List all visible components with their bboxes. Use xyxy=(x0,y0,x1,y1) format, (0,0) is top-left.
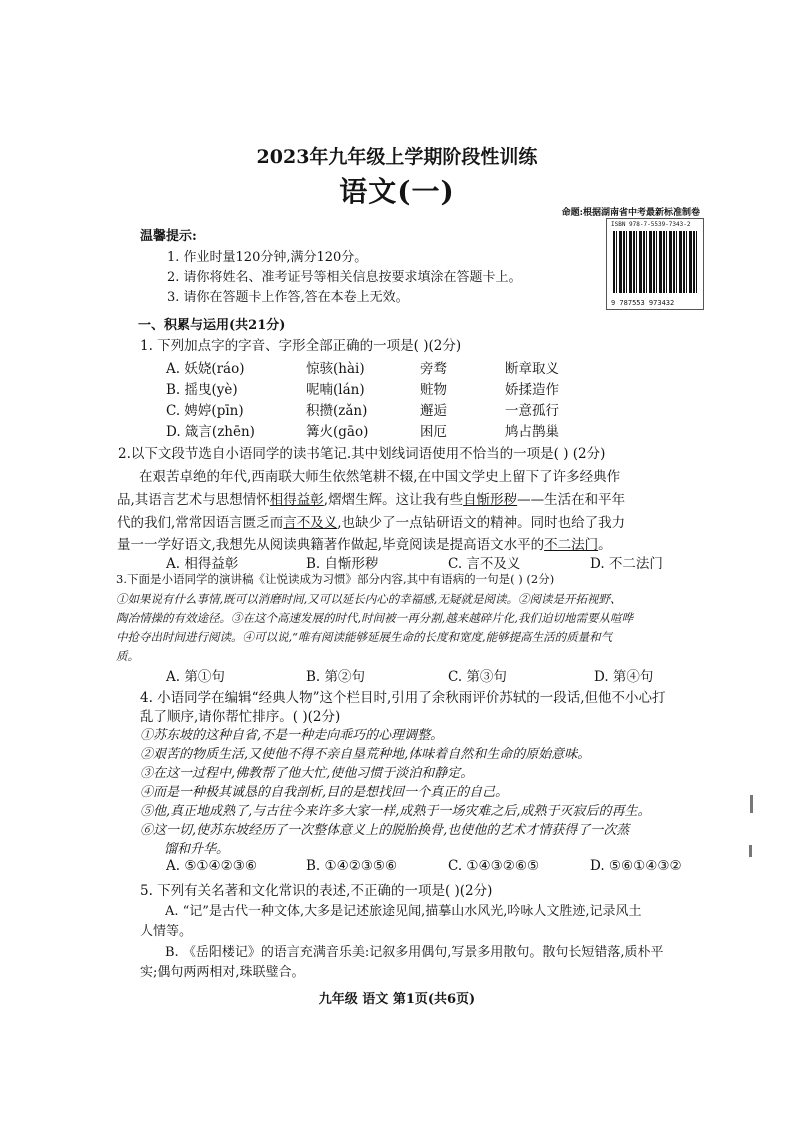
barcode-bars xyxy=(613,231,697,293)
tip-item: 1. 作业时量120分钟,满分120分。 xyxy=(167,250,368,265)
sentence-item: ②艰苦的物质生活,又使他不得不亲自垦荒种地,体味着自然和生命的原始意味。 xyxy=(140,747,591,762)
passage-line: 品,其语言艺术与思想情怀相得益彰,熠熠生辉。这让我有些自惭形秽——生活在和平年 xyxy=(117,492,626,508)
option-cell: D. 箴言(zhēn) xyxy=(166,424,255,440)
sentence-item: ①苏东坡的这种自省,不是一种走向乖巧的心理调整。 xyxy=(140,728,444,743)
exam-title: 2023年九年级上学期阶段性训练 xyxy=(256,146,538,168)
source-note: 命题:根据湖南省中考最新标准制卷 xyxy=(561,208,700,218)
sentence-item: ⑥这一切,使苏东坡经历了一次整体意义上的脱胎换骨,也使他的艺术才情获得了一次蒸 xyxy=(140,823,630,838)
section-heading: 一、积累与运用(共21分) xyxy=(138,318,286,333)
barcode xyxy=(606,218,704,310)
underlined-word: 自惭形秽 xyxy=(463,492,518,508)
option-a: A. ⑤①④②③⑥ xyxy=(166,858,257,874)
underlined-word: 不二法门 xyxy=(544,537,599,553)
option-cell: 邂逅 xyxy=(420,403,447,419)
option-c: C. 第③句 xyxy=(448,669,507,685)
tip-item: 2. 请你将姓名、准考证号等相关信息按要求填涂在答题卡上。 xyxy=(167,270,522,285)
underlined-word: 言不及义 xyxy=(283,515,338,531)
option-d: D. 第④句 xyxy=(594,669,654,685)
option-b: B. 《岳阳楼记》的语言充满音乐美:记叙多用偶句,写景多用散句。散句长短错落,质朴平 xyxy=(165,945,664,960)
question-3-stem: 3.下面是小语同学的演讲稿《让悦读成为习惯》部分内容,其中有语病的一句是( ) (2分) xyxy=(116,572,555,586)
sentence-item: ⑤他,真正地成熟了,与古往今来许多大家一样,成熟于一场灾难之后,成熟于灭寂后的再生。 xyxy=(140,804,651,819)
option-cell: 娇揉造作 xyxy=(505,382,559,398)
passage-line: 在艰苦卓绝的年代,西南联大师生依然笔耕不辍,在中国文学史上留下了许多经典作 xyxy=(139,469,621,485)
question-5-stem: 5. 下列有关名著和文化常识的表述,不正确的一项是( )(2分) xyxy=(140,883,493,899)
question-2-stem: 2.以下文段节选自小语同学的读书笔记.其中划线词语使用不恰当的一项是( ) (2分) xyxy=(118,446,606,462)
sentence-item-cont: 馏和升华。 xyxy=(164,842,230,857)
passage-line: 质。 xyxy=(116,649,139,663)
option-cell: 困厄 xyxy=(420,424,447,440)
underlined-word: 相得益彰 xyxy=(269,492,324,508)
option-cell: 惊骇(hài) xyxy=(306,361,365,377)
tip-item: 3. 请你在答题卡上作答,答在本卷上无效。 xyxy=(167,290,409,305)
option-b: B. 第②句 xyxy=(306,669,366,685)
option-cell: 篝火(gāo) xyxy=(306,424,369,440)
option-c: C. ①④③②⑥⑤ xyxy=(448,858,540,874)
sentence-item: ④而是一种极其诚恳的自我剖析,目的是想找回一个真正的自己。 xyxy=(140,785,509,800)
option-cell: 赃物 xyxy=(420,382,447,398)
barcode-number: 9 787553 973432 xyxy=(611,299,675,307)
passage-line: 量一一学好语文,我想先从阅读典籍著作做起,毕竟阅读是提高语文水平的不二法门。 xyxy=(117,537,612,553)
option-cell: 积攒(zǎn) xyxy=(306,403,368,419)
option-a: A. 第①句 xyxy=(166,669,225,685)
option-d: D. 不二法门 xyxy=(590,556,663,572)
scan-mark xyxy=(749,845,752,857)
option-b: B. 自惭形秽 xyxy=(306,556,379,572)
passage-line: 代的我们,常常因语言匮乏而言不及义,也缺少了一点钻研语文的精神。同时也给了我力 xyxy=(117,515,626,531)
scan-mark xyxy=(750,795,753,813)
option-cell: B. 摇曳(yè) xyxy=(166,382,238,398)
option-a: A. 相得益彰 xyxy=(166,556,239,572)
isbn-label: ISBN 978-7-5539-7343-2 xyxy=(611,221,691,228)
option-d: D. ⑤⑥①④③② xyxy=(590,858,682,874)
option-cell: 鸠占鹊巢 xyxy=(505,424,559,440)
option-b: B. ①④②③⑤⑥ xyxy=(306,858,398,874)
tips-heading: 温馨提示: xyxy=(140,229,197,244)
option-b-cont: 实;偶句两两相对,珠联璧合。 xyxy=(140,965,305,980)
sentence-item: ③在这一过程中,佛教帮了他大忙,使他习惯于淡泊和静定。 xyxy=(140,766,474,781)
question-4-stem-cont: 乱了顺序,请你帮忙排序。( )(2分) xyxy=(140,709,341,725)
option-cell: C. 娉婷(pīn) xyxy=(166,403,244,419)
subject-title: 语文(一) xyxy=(339,175,455,208)
option-c: C. 言不及义 xyxy=(448,556,521,572)
option-a: A. “记”是古代一种文体,大多是记述旅途见闻,描摹山水风光,吟咏人文胜迹,记录风土 xyxy=(165,904,642,919)
option-cell: A. 妖娆(ráo) xyxy=(166,361,245,377)
option-cell: 呢喃(lán) xyxy=(306,382,365,398)
page-footer: 九年级 语文 第1页(共6页) xyxy=(318,992,476,1007)
option-cell: 一意孤行 xyxy=(505,403,559,419)
passage-line: ①如果说有什么事情,既可以消磨时间,又可以延长内心的幸福感,无疑就是阅读。②阅读是开拓视野、 xyxy=(116,592,622,606)
question-1-stem: 1. 下列加点字的字音、字形全部正确的一项是( )(2分) xyxy=(140,338,462,354)
option-cell: 断章取义 xyxy=(505,361,559,377)
option-cell: 旁骛 xyxy=(420,361,447,377)
question-4-stem: 4. 小语同学在编辑“经典人物”这个栏目时,引用了余秋雨评价苏轼的一段话,但他不小心打 xyxy=(140,690,666,706)
passage-line: 陶冶情操的有效途径。③在这个高速发展的时代,时间被一再分割,越来越碎片化,我们迫切地需要从喧哗 xyxy=(116,611,633,625)
option-a-cont: 人情等。 xyxy=(140,924,193,939)
passage-line: 中抢夺出时间进行阅读。④可以说,“唯有阅读能够延展生命的长度和宽度,能够提高生活的质量和气 xyxy=(116,630,613,644)
